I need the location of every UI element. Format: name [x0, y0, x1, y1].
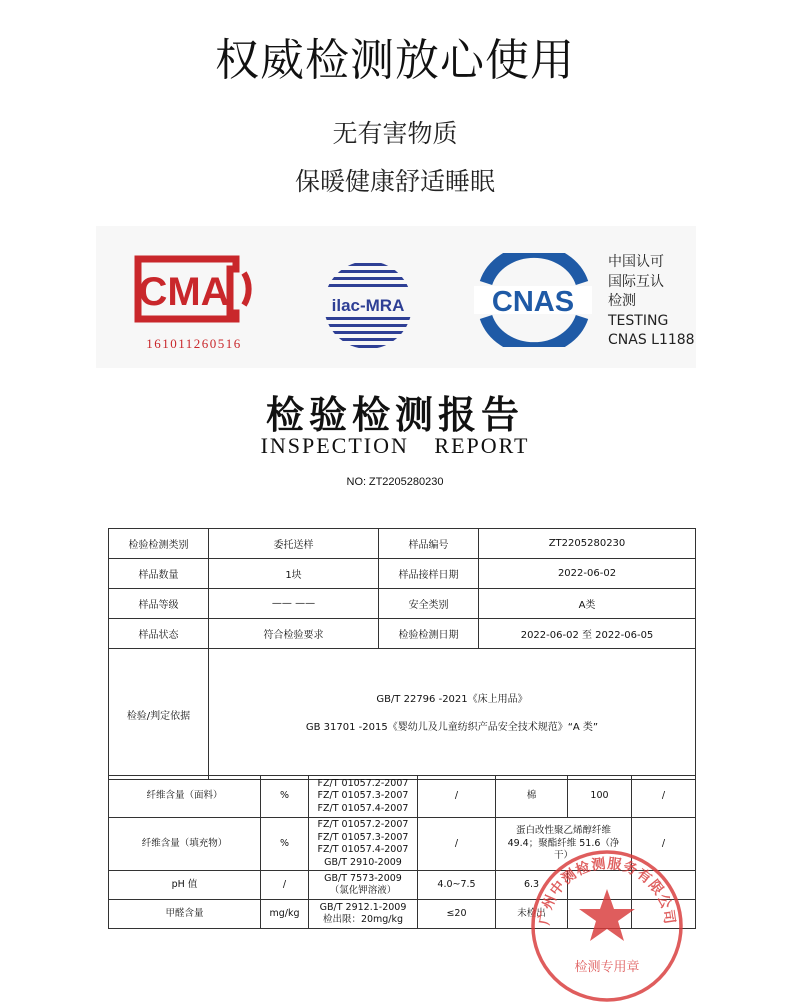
basis-line: GB 31701 -2015《婴幼儿及儿童纺织产品安全技术规范》“A 类” [305, 722, 599, 733]
result-unit: % [261, 818, 309, 871]
cnas-caption-line: 国际互认 [608, 273, 664, 290]
report-number-label: NO: [346, 476, 367, 488]
cnas-caption [608, 253, 695, 351]
result-line: 干） [553, 850, 573, 862]
table-cell-value: ZT2205280230 [479, 529, 696, 559]
ilac-mra-logo-icon [318, 255, 418, 355]
result-item: 纤维含量（面料） [109, 776, 261, 818]
cma-number: 161011260516 [146, 336, 242, 351]
basis-content [209, 649, 696, 780]
result-standard [309, 871, 418, 900]
table-cell-value: 符合检验要求 [209, 619, 379, 649]
result-standard [309, 776, 418, 818]
result-standard [309, 900, 418, 929]
report-number [0, 476, 790, 488]
result-limit: / [418, 818, 496, 871]
standard-line: FZ/T 01057.2-2007 [317, 777, 409, 789]
page-headline: 权威检测放心使用 [215, 35, 575, 86]
standard-line: GB/T 2912.1-2009 [319, 901, 407, 913]
result-value: 棉 [496, 776, 568, 818]
result-limit: 4.0~7.5 [418, 871, 496, 900]
cnas-caption-line: TESTING [608, 312, 669, 329]
ilac-text: ilac-MRA [331, 296, 405, 315]
cma-logo-icon [132, 255, 256, 323]
standard-line: FZ/T 01057.4-2007 [317, 802, 409, 814]
table-row [109, 589, 696, 619]
table-cell-label: 样品等级 [109, 589, 209, 619]
result-unit: mg/kg [261, 900, 309, 929]
cnas-caption-line: 检测 [608, 293, 636, 309]
standard-line: FZ/T 01057.3-2007 [317, 790, 409, 802]
result-standard [309, 818, 418, 871]
result-item: 甲醛含量 [109, 900, 261, 929]
seal-label-text: 检测专用章 [574, 960, 640, 975]
result-item: 纤维含量（填充物） [109, 818, 261, 871]
table-cell-value: 委托送样 [209, 529, 379, 559]
standard-line: GB/T 2910-2009 [324, 856, 402, 868]
report-number-value: ZT2205280230 [368, 476, 444, 488]
result-value: 6.3 [496, 871, 568, 900]
report-title: 检验检测报告 [265, 392, 524, 437]
table-cell-label: 检验检测类别 [109, 529, 209, 559]
table-cell-label: 样品数量 [109, 559, 209, 589]
result-percent: 100 [568, 776, 632, 818]
cnas-logo-icon [472, 253, 594, 347]
table-row [109, 559, 696, 589]
standard-line: FZ/T 01057.4-2007 [317, 844, 409, 855]
basis-label: 检验/判定依据 [109, 649, 209, 780]
basis-line: GB/T 22796 -2021《床上用品》 [376, 694, 528, 705]
table-cell-value: 1块 [209, 559, 379, 589]
result-value: 未检出 [496, 900, 568, 929]
standard-line: （氯化钾溶液） [329, 885, 397, 896]
standard-line: 检出限：20mg/kg [322, 914, 404, 925]
table-cell-label: 样品编号 [379, 529, 479, 559]
cma-letters: CMA [138, 270, 230, 314]
result-item: pH 值 [109, 871, 261, 900]
standard-line: FZ/T 01057.2-2007 [317, 819, 409, 830]
result-limit: ≤20 [418, 900, 496, 929]
result-verdict: / [632, 818, 696, 871]
table-cell-label: 样品接样日期 [379, 559, 479, 589]
result-line: 49.4；聚酯纤维 51.6（净 [507, 837, 620, 849]
table-row [109, 529, 696, 559]
sample-info-table [108, 528, 696, 780]
result-unit: / [261, 871, 309, 900]
report-title-en: INSPECTION REPORT [260, 433, 530, 458]
cnas-caption-line: 中国认可 [608, 254, 664, 270]
result-line: 蛋白改性聚乙烯醇纤维 [515, 825, 611, 837]
standard-line: GB/T 7573-2009 [324, 872, 402, 884]
table-row [109, 619, 696, 649]
table-cell-label: 检验检测日期 [379, 619, 479, 649]
table-cell-value: 2022-06-02 至 2022-06-05 [479, 619, 696, 649]
table-row [109, 649, 696, 780]
cnas-caption-line: CNAS L1188 [608, 332, 695, 348]
table-cell-value: A类 [479, 589, 696, 619]
result-limit: / [418, 776, 496, 818]
table-row [109, 776, 696, 818]
table-cell-label: 安全类别 [379, 589, 479, 619]
result-unit: % [261, 776, 309, 818]
result-verdict: / [632, 776, 696, 818]
seal-company-text: 广州中测检测服务有限公司 [536, 855, 678, 926]
cnas-text: CNAS [491, 286, 575, 318]
standard-line: FZ/T 01057.3-2007 [317, 831, 409, 843]
subtitle-no-harmful: 无有害物质 [332, 119, 458, 148]
table-cell-label: 样品状态 [109, 619, 209, 649]
table-cell-value: 2022-06-02 [479, 559, 696, 589]
subtitle-comfort-sleep: 保暖健康舒适睡眠 [294, 167, 495, 196]
official-seal-icon [526, 845, 688, 1007]
table-cell-value: —— —— [209, 589, 379, 619]
